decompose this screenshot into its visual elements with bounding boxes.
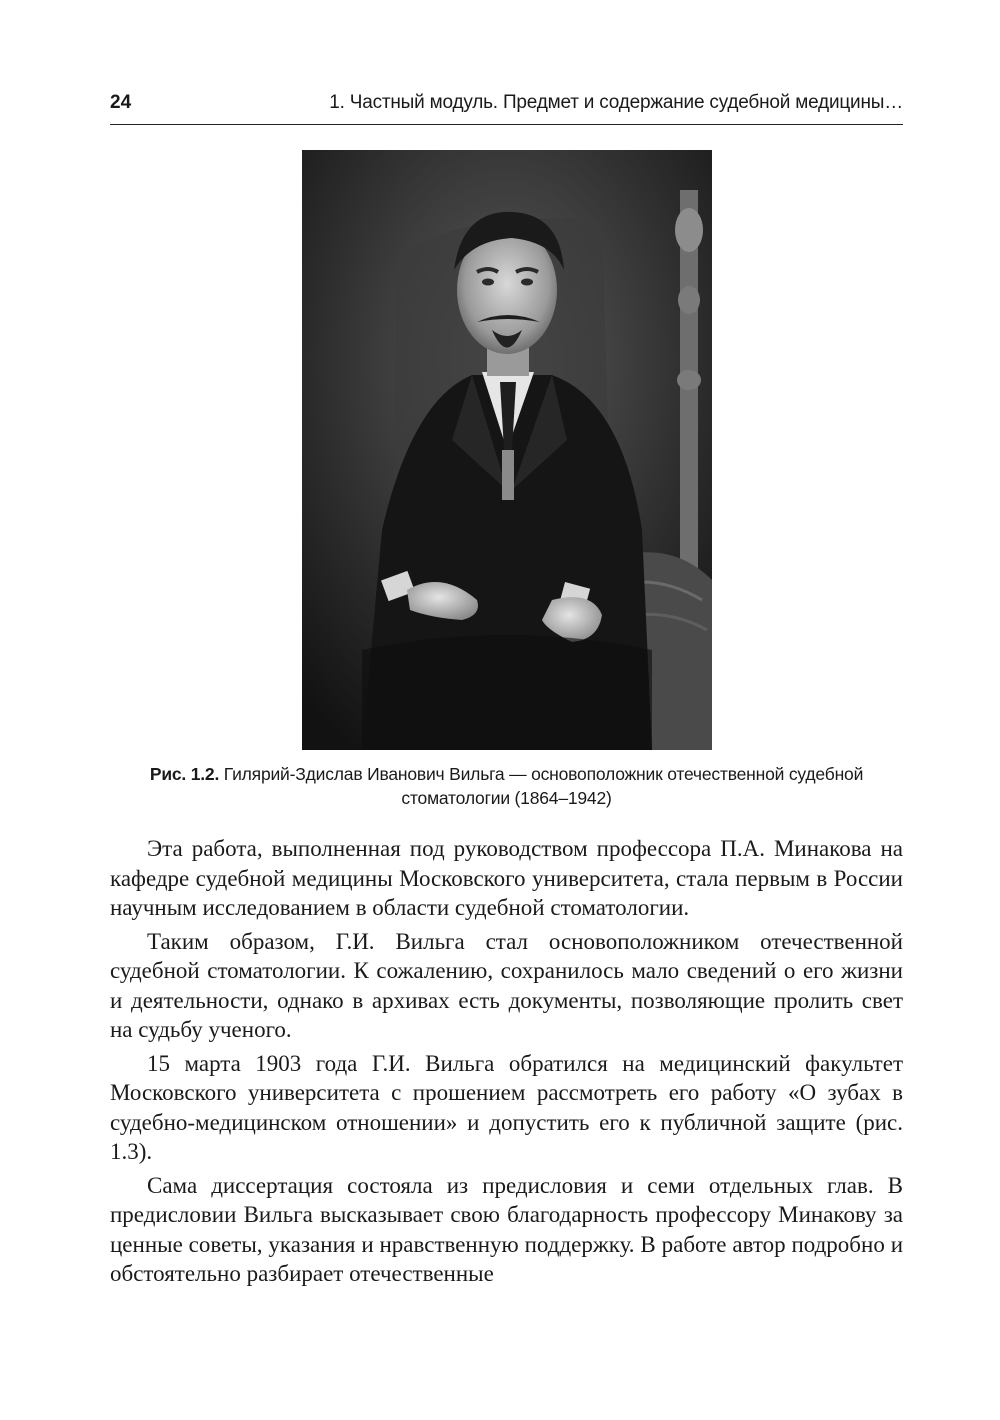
figure-caption <box>110 762 903 810</box>
portrait-photo <box>302 150 712 750</box>
page-header <box>110 88 903 125</box>
running-head: 1. Частный модуль. Предмет и содержание судебной медицины… <box>329 92 903 113</box>
page-number: 24 <box>110 92 132 113</box>
portrait-illustration <box>302 150 712 750</box>
paragraph: 15 марта 1903 года Г.И. Вильга обратился на медицинский факультет Московского университета с прошением рассмотреть его работу «О зубах в судебно-медицинском отношении» и допустить его к публичной защите (рис. 1.3). <box>110 1050 903 1164</box>
paragraph: Эта работа, выполненная под руководством профессора П.А. Минакова на кафедре судебной медицины Московского университета, стала первым в России научным исследованием в области судебной стоматологии. <box>110 836 903 920</box>
body-text <box>110 834 903 1293</box>
caption-label: Рис. 1.2. <box>149 764 220 784</box>
paragraph: Таким образом, Г.И. Вильга стал основоположником отечественной судебной стоматологии. К сожалению, сохранилось мало сведений о его жизни и деятельности, однако в архивах есть документы, позволяющие пролить свет на судьбу ученого. <box>110 928 903 1042</box>
paragraph: Сама диссертация состояла из предисловия и семи отдельных глав. В предисловии Вильга высказывает свою благодарность профессору Минакову за ценные советы, указания и нравственную поддержку. В работе автор подробно и обстоятельно разбирает отечественные <box>110 1172 903 1286</box>
caption-text: Гилярий-Здислав Иванович Вильга — основоположник отечественной судебной стоматологии (1864–1942) <box>223 764 864 808</box>
